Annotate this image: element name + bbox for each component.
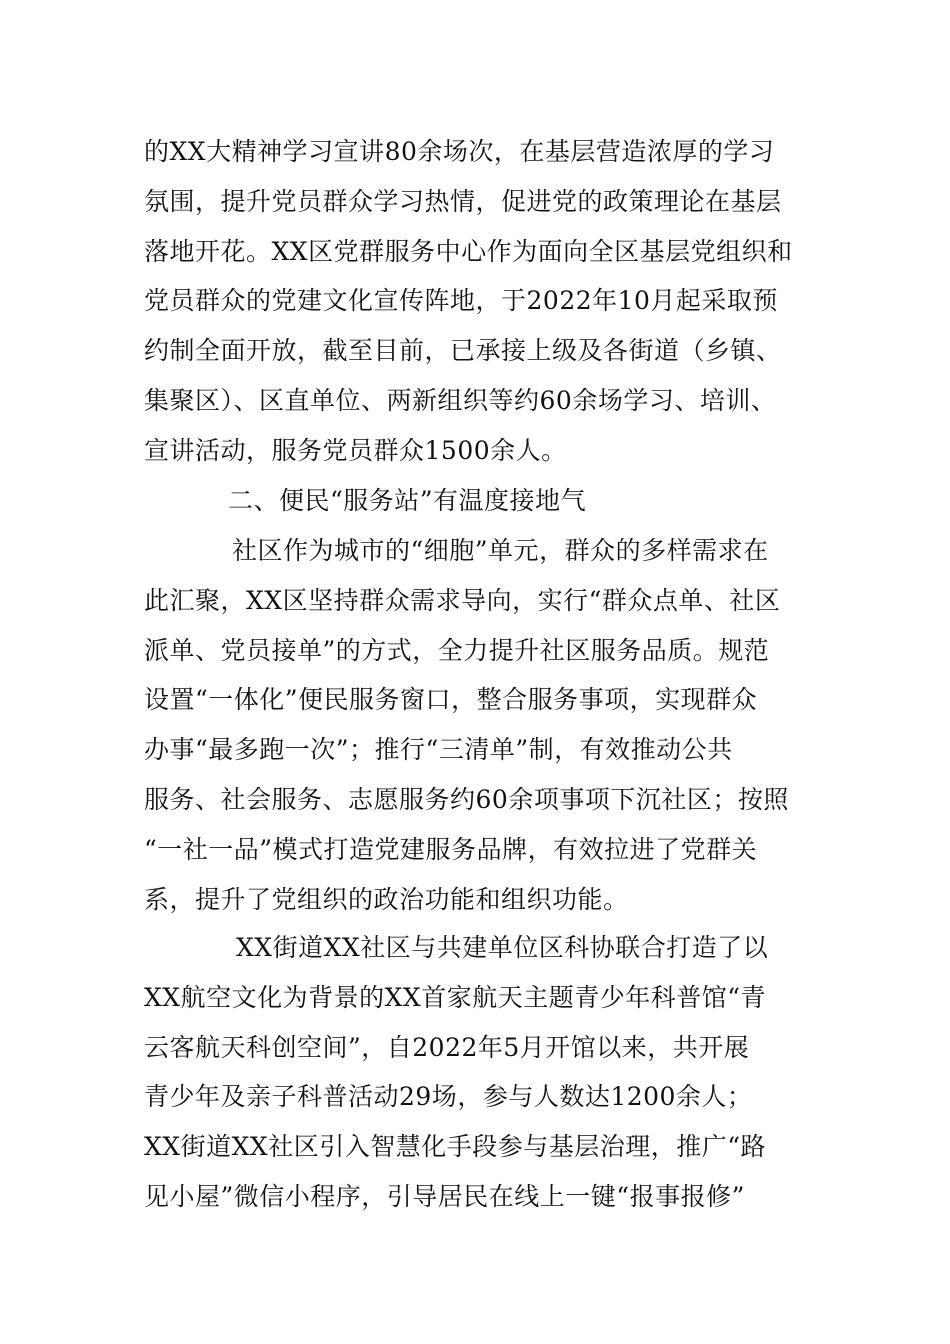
paragraph-community-service bbox=[144, 526, 809, 924]
text-line: 社区作为城市的“细胞”单元，群众的多样需求在 bbox=[232, 536, 769, 565]
text-line: 青少年及亲子科普活动29场，参与人数达1200余人； bbox=[144, 1082, 753, 1112]
text-line: 宣讲活动，服务党员群众1500余人。 bbox=[144, 435, 567, 465]
text-line: XX航空文化为背景的XX首家航天主题青少年科普馆“青 bbox=[144, 982, 766, 1012]
paragraph-study-lectures bbox=[144, 127, 809, 476]
text-line: 云客航天科创空间”，自2022年5月开馆以来，共开展 bbox=[144, 1032, 750, 1062]
text-line: 氛围，提升党员群众学习热情，促进党的政策理论在基层 bbox=[144, 186, 782, 216]
text-line: 派单、党员接单”的方式，全力提升社区服务品质。规范 bbox=[144, 635, 770, 665]
text-line: “一社一品”模式打造党建服务品牌，有效拉进了党群关 bbox=[144, 834, 758, 864]
text-line: 服务、社会服务、志愿服务约60余项事项下沉社区；按照 bbox=[144, 784, 789, 814]
text-line: 约制全面开放，截至目前，已承接上级及各街道（乡镇、 bbox=[144, 336, 782, 366]
text-line: 党员群众的党建文化宣传阵地，于2022年10月起采取预 bbox=[144, 286, 778, 316]
text-line: XX街道XX社区引入智慧化手段参与基层治理，推广“路 bbox=[144, 1132, 766, 1162]
text-line: XX街道XX社区与共建单位区科协联合打造了以 bbox=[236, 933, 769, 962]
paragraph-science-museum bbox=[144, 923, 809, 1222]
text-line: 办事“最多跑一次”；推行“三清单”制，有效推动公共 bbox=[144, 735, 733, 765]
text-line: 系，提升了党组织的政治功能和组织功能。 bbox=[144, 884, 629, 914]
text-line: 此汇聚，XX区坚持群众需求导向，实行“群众点单、社区 bbox=[144, 585, 781, 615]
text-line: 的XX大精神学习宣讲80余场次，在基层营造浓厚的学习 bbox=[144, 137, 775, 166]
text-line: 见小屋”微信小程序，引导居民在线上一键“报事报修” bbox=[144, 1181, 745, 1211]
section-heading: 二、便民“服务站”有温度接地气 bbox=[228, 486, 587, 515]
text-line: 集聚区）、区直单位、两新组织等约60余场学习、培训、 bbox=[144, 385, 777, 415]
text-line: 落地开花。XX区党群服务中心作为面向全区基层党组织和 bbox=[144, 236, 793, 266]
text-line: 设置“一体化”便民服务窗口，整合服务事项，实现群众 bbox=[144, 685, 758, 715]
